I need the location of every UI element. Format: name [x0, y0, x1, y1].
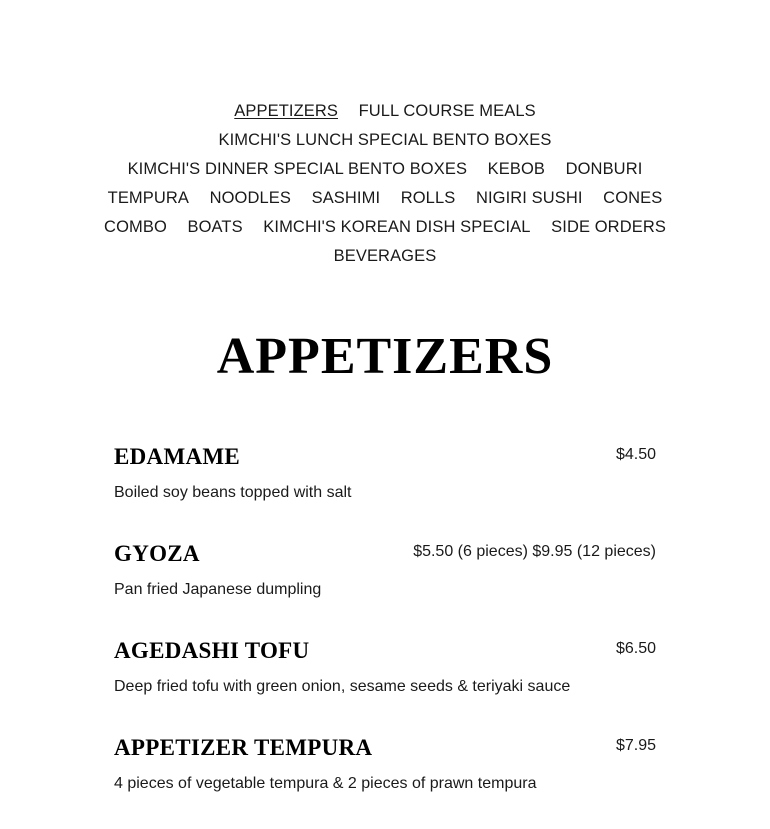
nav-link-appetizers[interactable]: APPETIZERS [234, 102, 338, 120]
nav-link-korean-dish-special[interactable]: KIMCHI'S KOREAN DISH SPECIAL [263, 218, 531, 236]
nav-link-cones[interactable]: CONES [603, 189, 663, 207]
nav-link-beverages[interactable]: BEVERAGES [333, 247, 437, 265]
nav-link-side-orders[interactable]: SIDE ORDERS [551, 218, 666, 236]
item-description: Pan fried Japanese dumpling [114, 581, 322, 598]
nav-link-sashimi[interactable]: SASHIMI [311, 189, 381, 207]
nav-link-nigiri-sushi[interactable]: NIGIRI SUSHI [475, 189, 583, 207]
nav-link-rolls[interactable]: ROLLS [400, 189, 456, 207]
item-description: Deep fried tofu with green onion, sesame seeds & teriyaki sauce [114, 678, 571, 695]
item-name: APPETIZER TEMPURA [114, 735, 373, 760]
section-title: APPETIZERS [216, 328, 554, 385]
menu-item-edamame [114, 441, 656, 538]
nav-row [0, 156, 770, 185]
menu-item-list [114, 441, 656, 829]
category-nav [0, 98, 770, 272]
item-description: 4 pieces of vegetable tempura & 2 pieces of prawn tempura [114, 775, 537, 792]
item-name: GYOZA [114, 541, 200, 566]
item-price: $5.50 (6 pieces) $9.95 (12 pieces) [413, 543, 656, 560]
item-name: AGEDASHI TOFU [114, 638, 310, 663]
nav-link-dinner-bento-boxes[interactable]: KIMCHI'S DINNER SPECIAL BENTO BOXES [127, 160, 468, 178]
nav-row [0, 214, 770, 243]
nav-link-lunch-bento-boxes[interactable]: KIMCHI'S LUNCH SPECIAL BENTO BOXES [218, 131, 552, 149]
nav-link-tempura[interactable]: TEMPURA [107, 189, 190, 207]
item-description: Boiled soy beans topped with salt [114, 484, 352, 501]
menu-item-appetizer-tempura [114, 732, 656, 829]
nav-link-combo[interactable]: COMBO [104, 218, 167, 236]
menu-item-agedashi-tofu [114, 635, 656, 732]
menu-item-gyoza [114, 538, 656, 635]
nav-link-donburi[interactable]: DONBURI [565, 160, 643, 178]
item-price: $4.50 [615, 446, 656, 463]
nav-link-kebob[interactable]: KEBOB [487, 160, 546, 178]
item-price: $7.95 [615, 737, 656, 754]
nav-row [0, 127, 770, 156]
nav-row [0, 185, 770, 214]
item-price: $6.50 [615, 640, 656, 657]
nav-link-boats[interactable]: BOATS [187, 218, 243, 236]
nav-row [0, 243, 770, 272]
nav-link-noodles[interactable]: NOODLES [209, 189, 291, 207]
nav-link-full-course-meals[interactable]: FULL COURSE MEALS [358, 102, 536, 120]
item-name: EDAMAME [114, 444, 241, 469]
nav-row [0, 98, 770, 127]
